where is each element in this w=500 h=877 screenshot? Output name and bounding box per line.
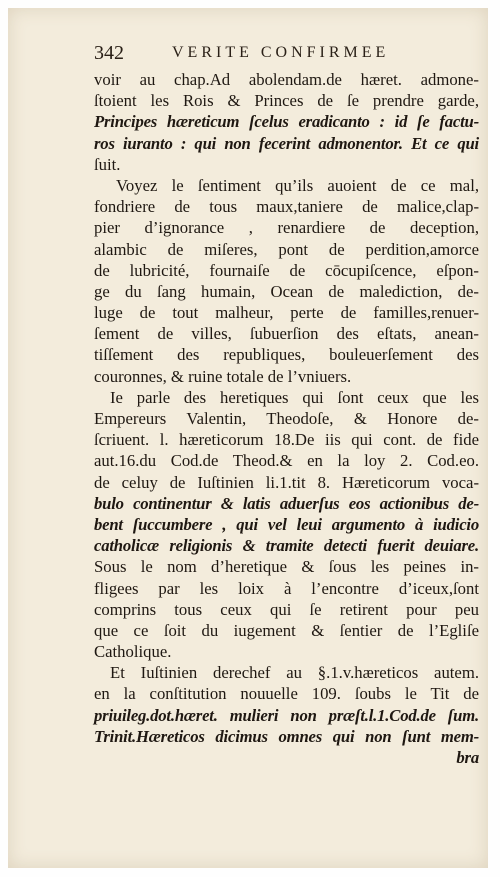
paragraph-first-line: Et Iuſtinien derechef au §.1.v.hæreticos autem. (110, 663, 479, 683)
text-line: ge du ſang humain, Ocean de malediction, de- (94, 281, 479, 301)
text-line: luge de tout malheur, perte de familles,renuer- (94, 303, 479, 323)
text-line: Empereurs Valentin, Theodoſe, & Honore de- (94, 409, 479, 428)
text-line: que ce ſoit du iugement & ſentier de l’Egliſe (94, 620, 479, 640)
latin-quote-line: bulo continentur & latis aduerſus eos actionibus de- (94, 493, 479, 513)
latin-quote-line: catholicæ religionis & tramite detecti fuerit deuiare. (94, 536, 479, 556)
text-line: fligees par les loix à l’encontre d’iceux,ſont (94, 578, 479, 598)
text-line: ſement de villes, ſubuerſion des eſtats, anean- (94, 324, 479, 344)
latin-quote-line: ros iuranto : qui non fecerint admonentor. Et ce qui (94, 133, 479, 153)
main-text-block (94, 69, 479, 768)
book-page (8, 8, 488, 868)
text-line: ſtoient les Rois & Princes de ſe prendre garde, (94, 91, 479, 111)
latin-quote-line: priuileg.dot.hæret. mulieri non præſt.l.1.Cod.de ſum. (94, 705, 479, 725)
paragraph-first-line: Voyez le ſentiment qu’ils auoient de ce mal, (116, 175, 479, 195)
text-line: fondriere de tous maux,taniere de malice,clap- (94, 197, 479, 217)
text-line: tiſſement des republiques, bouleuerſement des (94, 345, 479, 365)
text-line: alambic de miſeres, pont de perdition,amorce (94, 239, 479, 259)
running-head: VERITE CONFIRMEE (172, 44, 390, 61)
text-line: Catholique. (94, 642, 172, 662)
latin-quote-line: bent ſuccumbere , qui vel leui argumento à iudicio (94, 514, 479, 534)
text-line: couronnes, & ruine totale de l’vniuers. (94, 366, 352, 386)
page-number: 342 (94, 42, 124, 64)
catchword: bra (456, 748, 479, 767)
text-line: ſcriuent. l. hæreticorum 18.De iis qui cont. de fide (94, 430, 479, 450)
text-line: de celuy de Iuſtinien li.1.tit 8. Hæreticorum voca- (94, 472, 479, 492)
text-line: de lubricité, fournaiſe de cōcupiſcence, eſpon- (94, 260, 479, 280)
page-header (94, 40, 494, 66)
text-line: aut.16.du Cod.de Theod.& en la loy 2. Cod.eo. (94, 451, 479, 471)
text-line: en la conſtitution nouuelle 109. ſoubs le Tit de (94, 684, 479, 704)
text-line: voir au chap.Ad abolendam.de hæret. admone- (94, 70, 479, 89)
text-line: comprins tous ceux qui ſe retirent pour peu (94, 599, 479, 619)
latin-quote-line: Trinit.Hæreticos dicimus omnes qui non ſunt mem- (94, 726, 479, 746)
paragraph-first-line: Ie parle des heretiques qui ſont ceux que les (110, 387, 479, 407)
text-line: ſuit. (94, 154, 121, 174)
latin-quote-line: Principes hæreticum ſcelus eradicanto : id ſe factu- (94, 112, 479, 132)
text-line: pier d’ignorance , renardiere de deception, (94, 218, 479, 238)
text-line: Sous le nom d’heretique & ſous les peines in- (94, 557, 479, 577)
